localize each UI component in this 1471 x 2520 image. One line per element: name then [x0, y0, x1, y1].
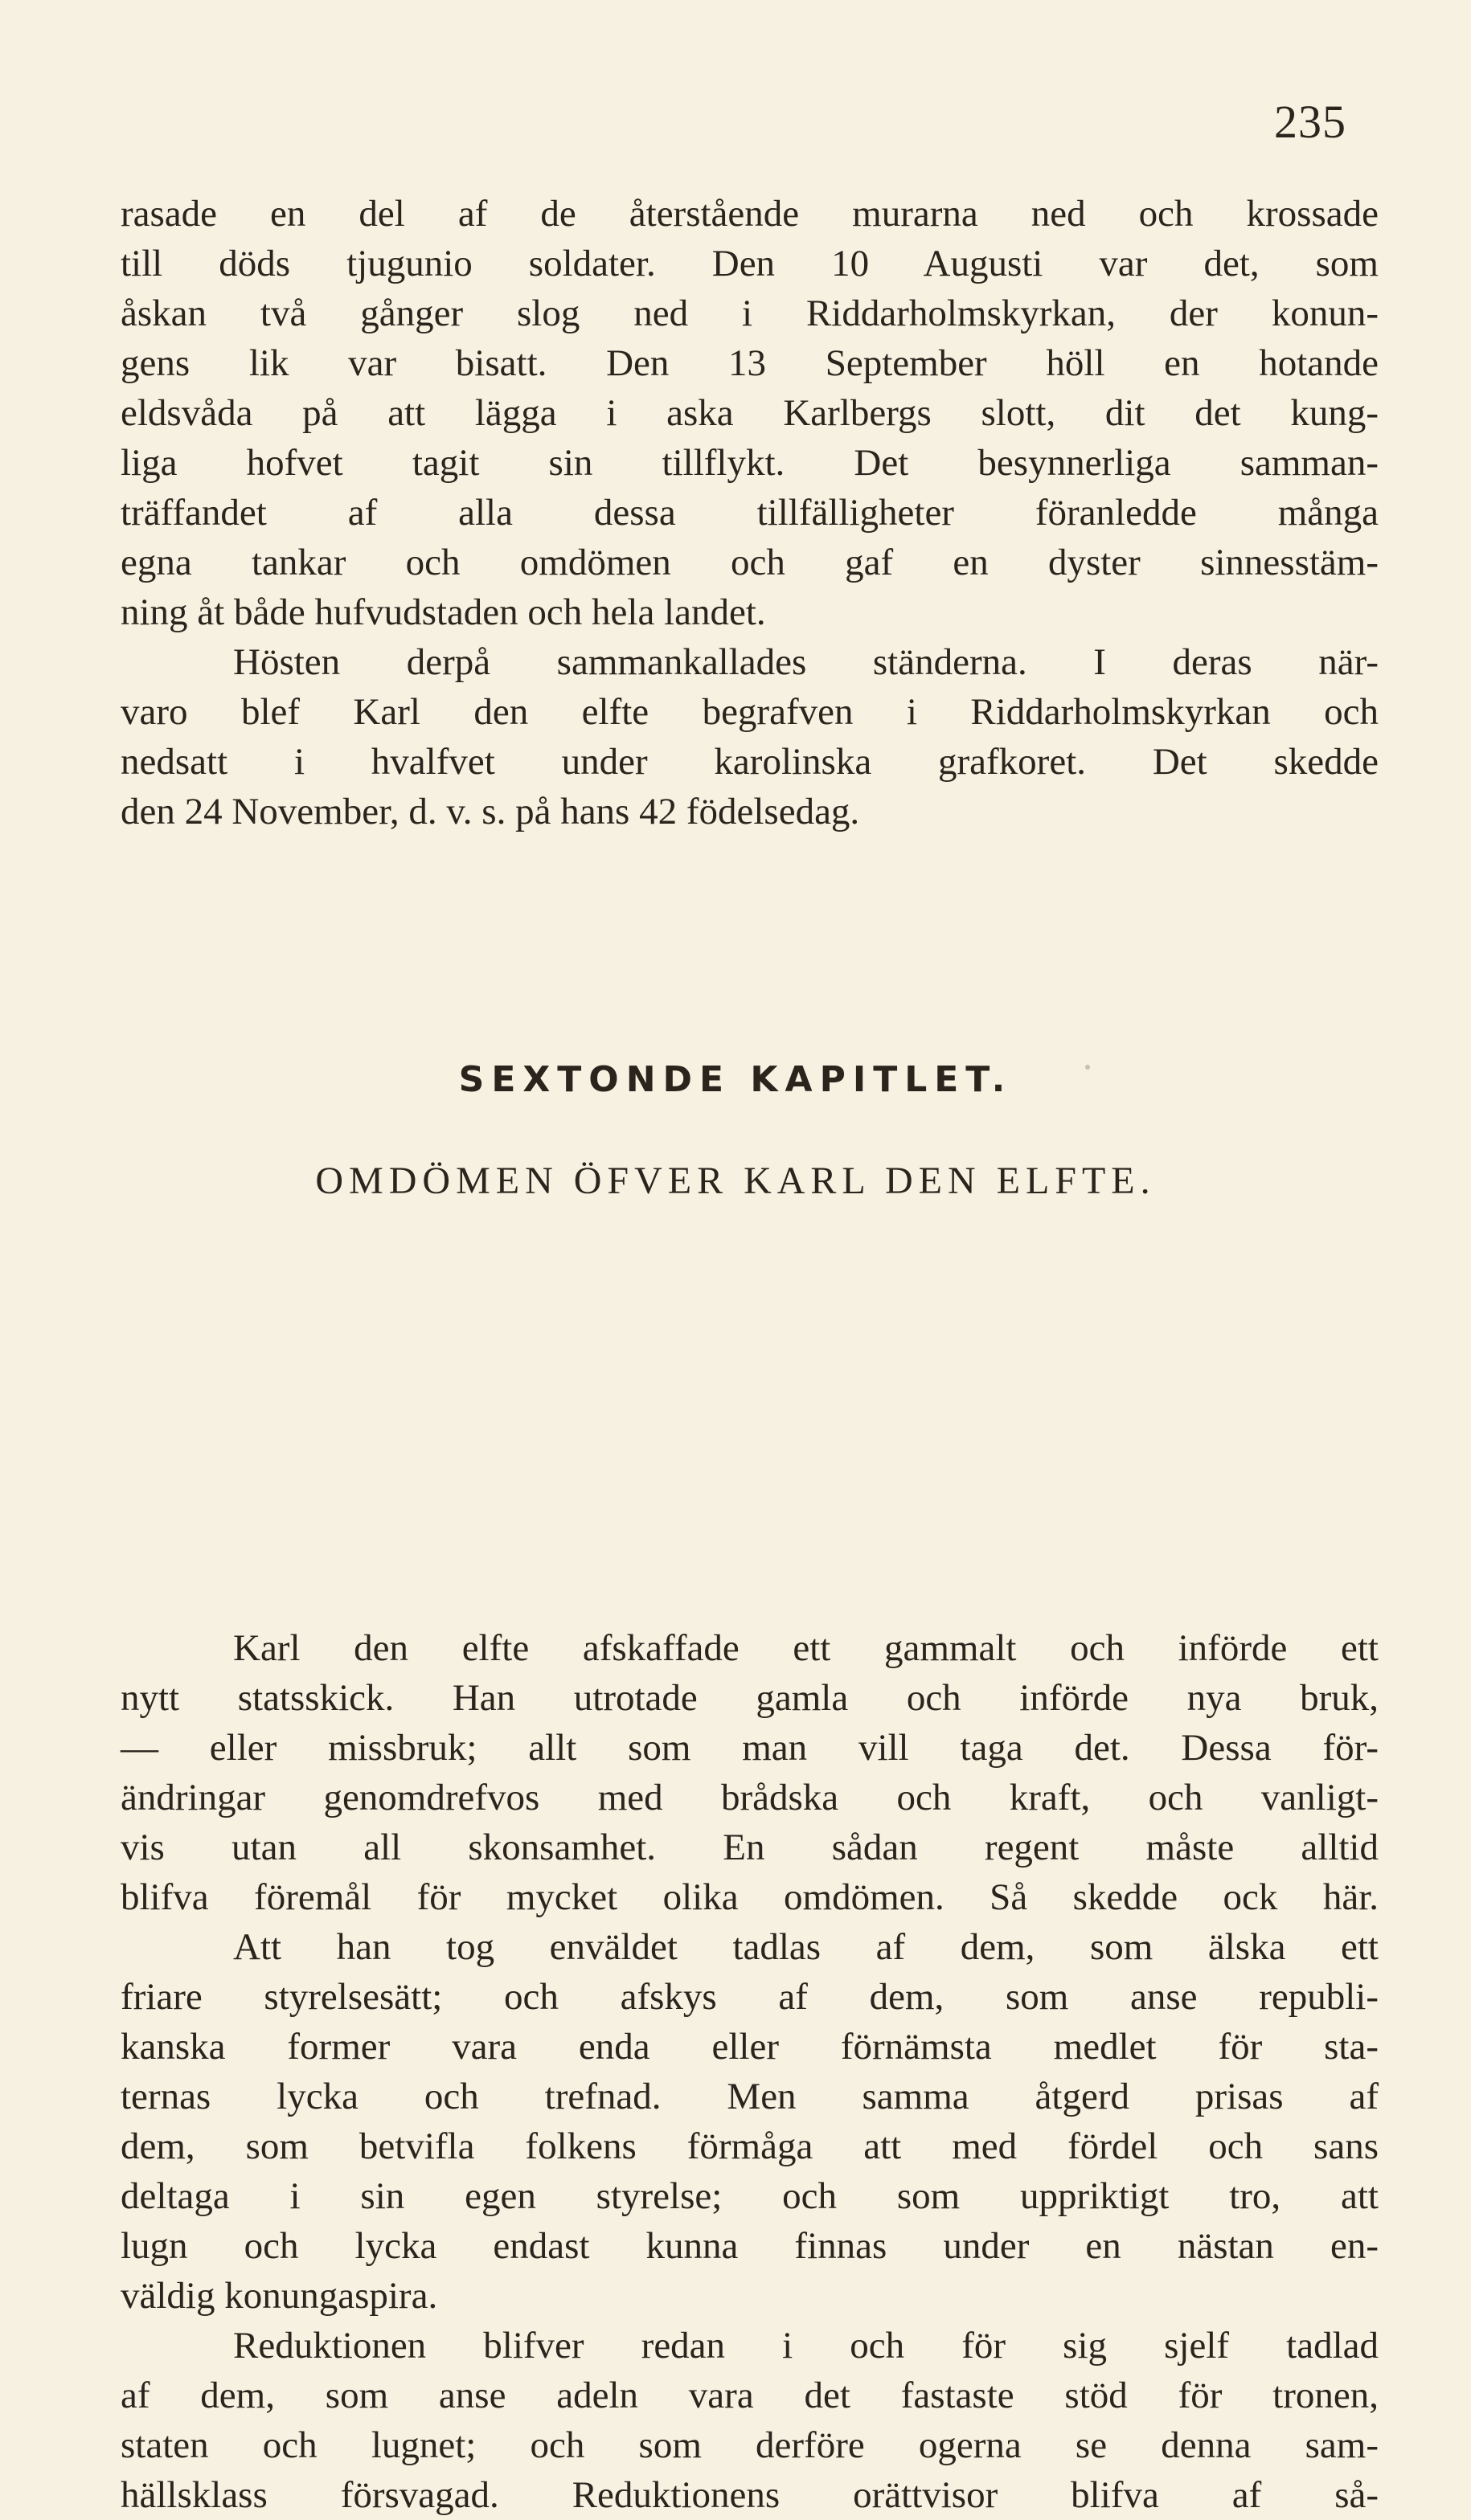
text-line: rasade en del af de återstående murarna ned och krossade [121, 193, 1379, 235]
text-line: väldig konungaspira. [121, 2275, 438, 2317]
text-line: egna tankar och omdömen och gaf en dyster sinnesstäm- [121, 542, 1379, 583]
text-line: åskan två gånger slog ned i Riddarholmskyrkan, der konun- [121, 292, 1379, 334]
text-line: gens lik var bisatt. Den 13 September höll en hotande [121, 342, 1379, 384]
text-line: till döds tjugunio soldater. Den 10 Augusti var det, som [121, 243, 1379, 284]
text-line: den 24 November, d. v. s. på hans 42 födelsedag. [121, 791, 860, 832]
text-line: Hösten derpå sammankallades ständerna. I deras när- [233, 641, 1379, 683]
text-line: dem, som betvifla folkens förmåga att med fördel och sans [121, 2125, 1379, 2167]
text-line: staten och lugnet; och som derföre ogerna se denna sam- [121, 2424, 1379, 2466]
text-line: Att han tog enväldet tadlas af dem, som älska ett [233, 1926, 1379, 1968]
text-line: deltaga i sin egen styrelse; och som uppriktigt tro, att [121, 2175, 1379, 2217]
chapter-body-text [121, 1623, 1379, 2520]
text-line: blifva föremål för mycket olika omdömen. Så skedde ock här. [121, 1876, 1379, 1918]
text-line: ternas lycka och trefnad. Men samma åtgerd prisas af [121, 2076, 1379, 2117]
text-line: hällsklass försvagad. Reduktionens orättvisor blifva af så- [121, 2474, 1379, 2516]
text-line: nytt statsskick. Han utrotade gamla och införde nya bruk, [121, 1677, 1379, 1719]
text-line: ning åt både hufvudstaden och hela landet. [121, 591, 766, 633]
text-line: nedsatt i hvalfvet under karolinska grafkoret. Det skedde [121, 741, 1379, 783]
text-line: liga hofvet tagit sin tillflykt. Det besynnerliga samman- [121, 442, 1379, 484]
text-line: friare styrelsesätt; och afskys af dem, som anse republi- [121, 1976, 1379, 2018]
text-line: lugn och lycka endast kunna finnas under en nästan en- [121, 2225, 1379, 2267]
text-line: Reduktionen blifver redan i och för sig sjelf tadlad [233, 2325, 1379, 2367]
text-line: Karl den elfte afskaffade ett gammalt och införde ett [233, 1627, 1379, 1669]
chapter-heading: OMDÖMEN ÖFVER KARL DEN ELFTE. [315, 1160, 1156, 1202]
text-line: — eller missbruk; allt som man vill taga det. Dessa för- [121, 1727, 1379, 1769]
page-number: 235 [1274, 96, 1346, 148]
text-line: af dem, som anse adeln vara det fastaste stöd för tronen, [121, 2375, 1379, 2416]
text-line: ändringar genomdrefvos med brådska och kraft, och vanligt- [121, 1777, 1379, 1818]
chapter-title: SEXTONDE KAPITLET. [458, 1059, 1013, 1100]
continuation-text [121, 189, 1379, 837]
text-line: eldsvåda på att lägga i aska Karlbergs slott, dit det kung- [121, 392, 1379, 434]
text-line: träffandet af alla dessa tillfälligheter föranledde många [121, 492, 1379, 534]
text-line: vis utan all skonsamhet. En sådan regent måste alltid [121, 1827, 1379, 1868]
text-line: varo blef Karl den elfte begrafven i Riddarholmskyrkan och [121, 691, 1379, 733]
text-line: kanska former vara enda eller förnämsta medlet för sta- [121, 2026, 1379, 2068]
